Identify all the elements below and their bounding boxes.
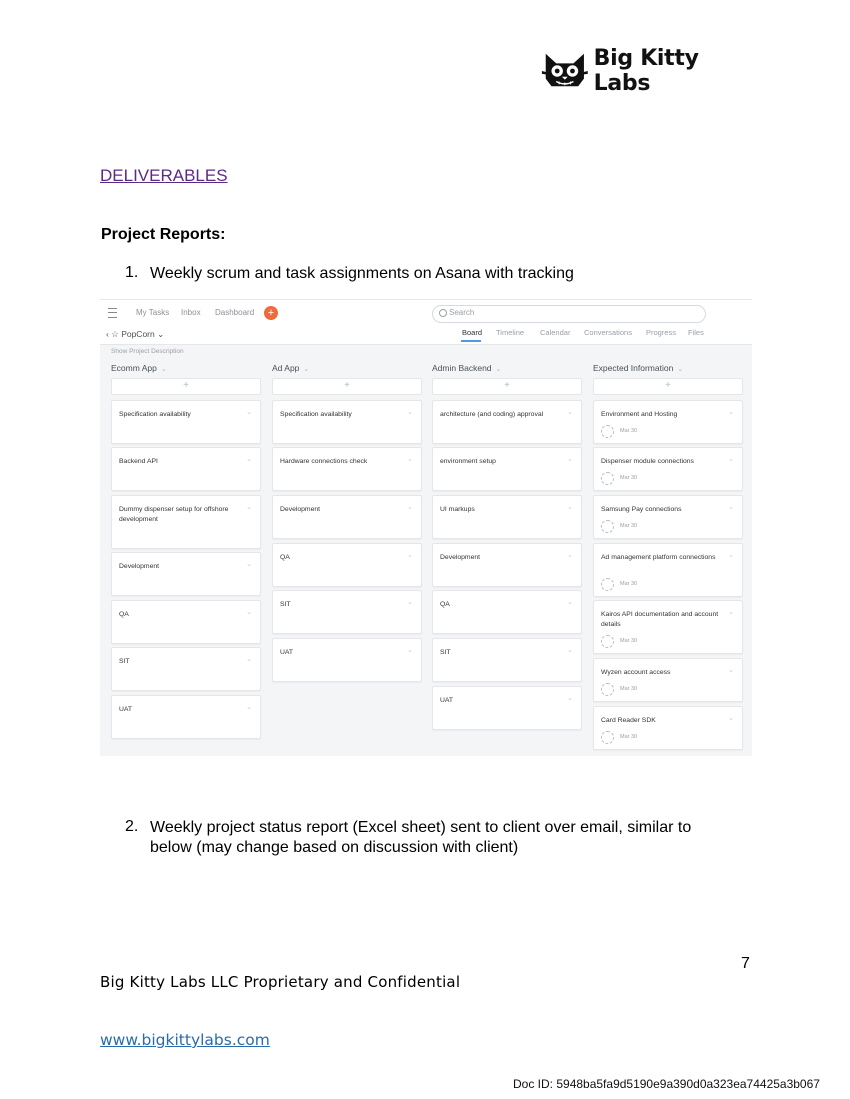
task-card[interactable] [432, 447, 582, 491]
task-card[interactable] [111, 600, 261, 644]
assignee-avatar-icon[interactable] [601, 520, 614, 533]
task-card-title: SIT [280, 601, 291, 608]
task-card-title: Hardware connections check [280, 458, 368, 465]
task-card-title: QA [440, 601, 450, 608]
chevron-down-icon: ⌄ [495, 366, 502, 373]
column-title[interactable] [593, 363, 683, 373]
tab-calendar[interactable]: Calendar [540, 328, 571, 337]
active-tab-indicator [461, 340, 481, 342]
chevron-down-icon[interactable]: ⌄ [407, 409, 413, 416]
project-name[interactable]: ‹ ☆ PopCorn ⌄ [106, 329, 165, 339]
chevron-down-icon[interactable]: ⌄ [728, 715, 734, 722]
chevron-down-icon: ⌄ [157, 329, 165, 339]
chevron-down-icon[interactable]: ⌄ [246, 704, 252, 711]
tab-conversations[interactable]: Conversations [584, 328, 632, 337]
task-card[interactable] [111, 495, 261, 549]
task-card[interactable] [111, 447, 261, 491]
task-card-title: UAT [119, 706, 133, 713]
task-card-title: Dispenser module connections [601, 458, 694, 465]
chevron-down-icon[interactable]: ⌄ [567, 695, 573, 702]
task-card-title: Wyzen account access [601, 669, 671, 676]
task-card[interactable] [593, 658, 743, 702]
task-card[interactable] [432, 590, 582, 634]
chevron-down-icon[interactable]: ⌄ [567, 599, 573, 606]
chevron-down-icon[interactable]: ⌄ [567, 647, 573, 654]
column-title[interactable] [272, 363, 309, 373]
task-card[interactable] [593, 447, 743, 491]
confidential-notice: Big Kitty Labs LLC Proprietary and Confidential [100, 973, 461, 991]
task-card-title: Kairos API documentation and account details [601, 611, 719, 628]
chevron-down-icon[interactable]: ⌄ [407, 552, 413, 559]
list-text: below (may change based on discussion with client) [150, 839, 519, 856]
due-date: Mar 30 [620, 686, 638, 692]
chevron-down-icon: ⌄ [303, 366, 310, 373]
chevron-down-icon[interactable]: ⌄ [728, 667, 734, 674]
chevron-down-icon[interactable]: ⌄ [728, 504, 734, 511]
task-card[interactable] [432, 495, 582, 539]
nav-my-tasks[interactable]: My Tasks [136, 308, 170, 317]
tab-files[interactable]: Files [688, 328, 704, 337]
task-card[interactable] [111, 400, 261, 444]
company-logo [540, 48, 755, 94]
task-card[interactable] [272, 543, 422, 587]
task-card[interactable] [272, 638, 422, 682]
chevron-down-icon[interactable]: ⌄ [728, 609, 734, 616]
project-bar [100, 326, 752, 345]
chevron-down-icon: ⌄ [160, 366, 167, 373]
assignee-avatar-icon[interactable] [601, 635, 614, 648]
task-card[interactable] [593, 706, 743, 750]
task-card[interactable] [111, 647, 261, 691]
list-number: 2. [125, 818, 139, 835]
task-card-title: architecture (and coding) approval [440, 411, 544, 418]
task-card-title: Dummy dispenser setup for offshore development [119, 506, 229, 523]
task-card[interactable] [272, 447, 422, 491]
task-card[interactable] [272, 590, 422, 634]
chevron-down-icon[interactable]: ⌄ [246, 409, 252, 416]
chevron-down-icon[interactable]: ⌄ [728, 456, 734, 463]
search-placeholder: Search [449, 308, 475, 317]
task-card-title: UI markups [440, 506, 475, 513]
column-title-label: Ecomm App [111, 363, 157, 373]
task-card[interactable] [432, 638, 582, 682]
chevron-down-icon[interactable]: ⌄ [567, 409, 573, 416]
column-title[interactable] [111, 363, 167, 373]
deliverables-link[interactable]: DELIVERABLES [100, 166, 228, 185]
search-icon [439, 309, 447, 317]
list-text: Weekly project status report (Excel sheet) sent to client over email, similar to [150, 819, 692, 836]
website-link[interactable]: www.bigkittylabs.com [100, 1031, 270, 1049]
project-reports-heading: Project Reports: [101, 226, 226, 243]
task-card-title: UAT [440, 697, 454, 704]
due-date: Mar 30 [620, 523, 638, 529]
task-card-title: Environment and Hosting [601, 411, 678, 418]
list-number: 1. [125, 264, 139, 281]
tab-timeline[interactable]: Timeline [496, 328, 525, 337]
list-item [125, 264, 725, 284]
column-title-label: Admin Backend [432, 363, 492, 373]
add-task-button[interactable]: + [593, 378, 743, 395]
due-date: Mar 30 [620, 638, 638, 644]
nav-inbox[interactable]: Inbox [181, 308, 201, 317]
chevron-down-icon[interactable]: ⌄ [246, 504, 252, 511]
logo-text: Big Kitty Labs [593, 46, 699, 96]
document-id: Doc ID: 5948ba5fa9d5190e9a390d0a323ea74425a3b067 [513, 1077, 820, 1091]
task-card-title: Specification availability [280, 411, 352, 418]
list-text: Weekly scrum and task assignments on Asana with tracking [150, 265, 574, 282]
chevron-down-icon[interactable]: ⌄ [567, 552, 573, 559]
tab-board[interactable]: Board [462, 328, 483, 337]
chevron-down-icon[interactable]: ⌄ [567, 504, 573, 511]
chevron-down-icon[interactable]: ⌄ [407, 599, 413, 606]
hamburger-menu-icon[interactable] [108, 308, 117, 318]
page-number: 7 [741, 955, 750, 972]
task-card-title: Ad management platform connections [601, 554, 716, 561]
due-date: Mar 30 [620, 581, 638, 587]
task-card-title: SIT [440, 649, 451, 656]
task-card[interactable] [432, 400, 582, 444]
add-task-button[interactable]: + [432, 378, 582, 395]
task-card-title: UAT [280, 649, 294, 656]
task-card-title: Development [440, 554, 481, 561]
chevron-down-icon[interactable]: ⌄ [567, 456, 573, 463]
task-card[interactable] [272, 400, 422, 444]
task-card-title: Specification availability [119, 411, 191, 418]
column-title-label: Ad App [272, 363, 300, 373]
show-project-description-link[interactable]: Show Project Description [111, 348, 184, 355]
project-name-label: PopCorn [121, 329, 155, 339]
task-card-title: Samsung Pay connections [601, 506, 682, 513]
assignee-avatar-icon[interactable] [601, 731, 614, 744]
due-date: Mar 30 [620, 734, 638, 740]
chevron-down-icon[interactable]: ⌄ [246, 456, 252, 463]
task-card[interactable] [432, 686, 582, 730]
task-card[interactable] [432, 543, 582, 587]
chevron-down-icon[interactable]: ⌄ [246, 609, 252, 616]
assignee-avatar-icon[interactable] [601, 472, 614, 485]
task-card[interactable] [111, 695, 261, 739]
add-task-button[interactable]: + [111, 378, 261, 395]
asana-top-bar [100, 300, 752, 327]
add-task-button[interactable]: + [272, 378, 422, 395]
due-date: Mar 30 [620, 428, 638, 434]
list-item [125, 818, 745, 860]
assignee-avatar-icon[interactable] [601, 683, 614, 696]
task-card-title: QA [280, 554, 290, 561]
task-card-title: environment setup [440, 458, 496, 465]
task-card-title: Development [119, 563, 160, 570]
chevron-down-icon[interactable]: ⌄ [728, 409, 734, 416]
task-card-title: Development [280, 506, 321, 513]
nav-dashboard[interactable]: Dashboard [215, 308, 255, 317]
cat-face-icon [540, 49, 590, 93]
chevron-down-icon[interactable]: ⌄ [407, 504, 413, 511]
assignee-avatar-icon[interactable] [601, 425, 614, 438]
chevron-down-icon[interactable]: ⌄ [246, 561, 252, 568]
task-card-title: Backend API [119, 458, 158, 465]
chevron-down-icon[interactable]: ⌄ [407, 647, 413, 654]
search-input[interactable] [432, 305, 706, 323]
task-card[interactable] [272, 495, 422, 539]
chevron-down-icon[interactable]: ⌄ [407, 456, 413, 463]
task-card[interactable] [593, 600, 743, 654]
chevron-down-icon[interactable]: ⌄ [728, 552, 734, 559]
tab-progress[interactable]: Progress [646, 328, 677, 337]
task-card-title: SIT [119, 658, 130, 665]
task-card[interactable] [593, 543, 743, 597]
column-title[interactable] [432, 363, 501, 373]
task-card-title: Card Reader SDK [601, 717, 656, 724]
chevron-down-icon: ⌄ [677, 366, 684, 373]
column-title-label: Expected Information [593, 363, 674, 373]
chevron-down-icon[interactable]: ⌄ [246, 656, 252, 663]
task-card[interactable] [593, 495, 743, 539]
task-card-title: QA [119, 611, 129, 618]
assignee-avatar-icon[interactable] [601, 578, 614, 591]
task-card[interactable] [593, 400, 743, 444]
task-card[interactable] [111, 552, 261, 596]
add-button[interactable]: + [264, 306, 278, 320]
asana-board-screenshot [100, 299, 752, 756]
due-date: Mar 30 [620, 475, 638, 481]
